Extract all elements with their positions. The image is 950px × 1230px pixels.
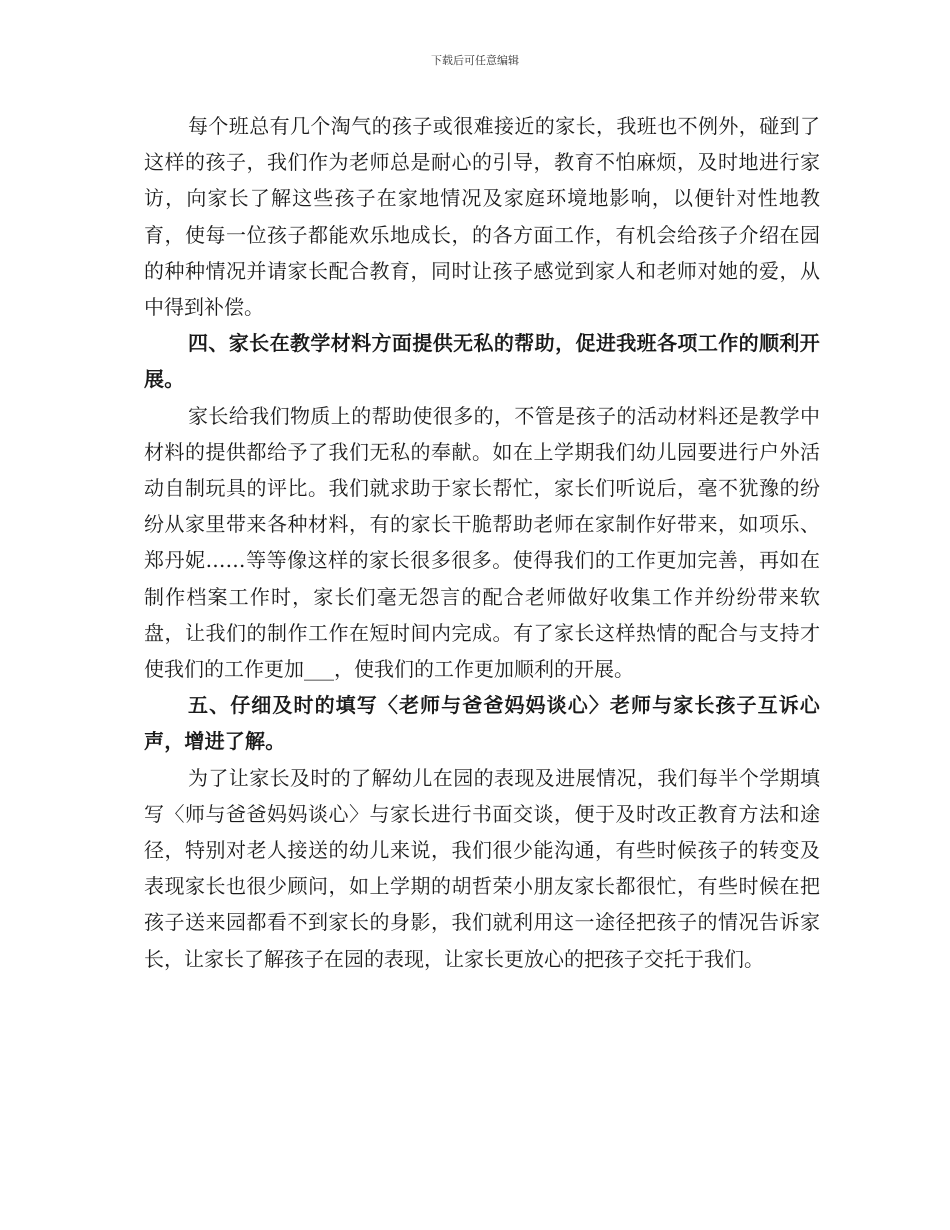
- page-header: 下载后可任意编辑: [431, 54, 519, 67]
- document-body: [144, 108, 820, 977]
- section-heading-4: 四、家长在教学材料方面提供无私的帮助，促进我班各项工作的顺利开展。: [144, 331, 820, 392]
- paragraph-2: 家长给我们物质上的帮助使很多的，不管是孩子的活动材料还是教学中材料的提供都给予了我们无私的奉献。如在上学期我们幼儿园要进行户外活动自制玩具的评比。我们就求助于家长帮忙，家长们听说后，毫不犹豫的纷纷从家里带来各种材料，有的家长干脆帮助老师在家制作好带来，如项乐、郑丹妮……等等像这样的家长很多很多。使得我们的工作更加完善，再如在制作档案工作时，家长们毫无怨言的配合老师做好收集工作并纷纷带来软盘，让我们的制作工作在短时间内完成。有了家长这样热情的配合与支持才使我们的工作更加___，使我们的工作更加顺利的开展。: [144, 403, 820, 682]
- section-heading-5: 五、仔细及时的填写〈老师与爸爸妈妈谈心〉老师与家长孩子互诉心声，增进了解。: [144, 693, 820, 754]
- paragraph-1: 每个班总有几个淘气的孩子或很难接近的家长，我班也不例外，碰到了这样的孩子，我们作为老师总是耐心的引导，教育不怕麻烦，及时地进行家访，向家长了解这些孩子在家地情况及家庭环境地影响，以便针对性地教育，使每一位孩子都能欢乐地成长，的各方面工作，有机会给孩子介绍在园的种种情况并请家长配合教育，同时让孩子感觉到家人和老师对她的爱，从中得到补偿。: [144, 114, 820, 320]
- paragraph-3: 为了让家长及时的了解幼儿在园的表现及进展情况，我们每半个学期填写〈师与爸爸妈妈谈心〉与家长进行书面交谈，便于及时改正教育方法和途径，特别对老人接送的幼儿来说，我们很少能沟通，有些时候孩子的转变及表现家长也很少顾问，如上学期的胡哲荣小朋友家长都很忙，有些时候在把孩子送来园都看不到家长的身影，我们就利用这一途径把孩子的情况告诉家长，让家长了解孩子在园的表现，让家长更放心的把孩子交托于我们。: [144, 765, 820, 971]
